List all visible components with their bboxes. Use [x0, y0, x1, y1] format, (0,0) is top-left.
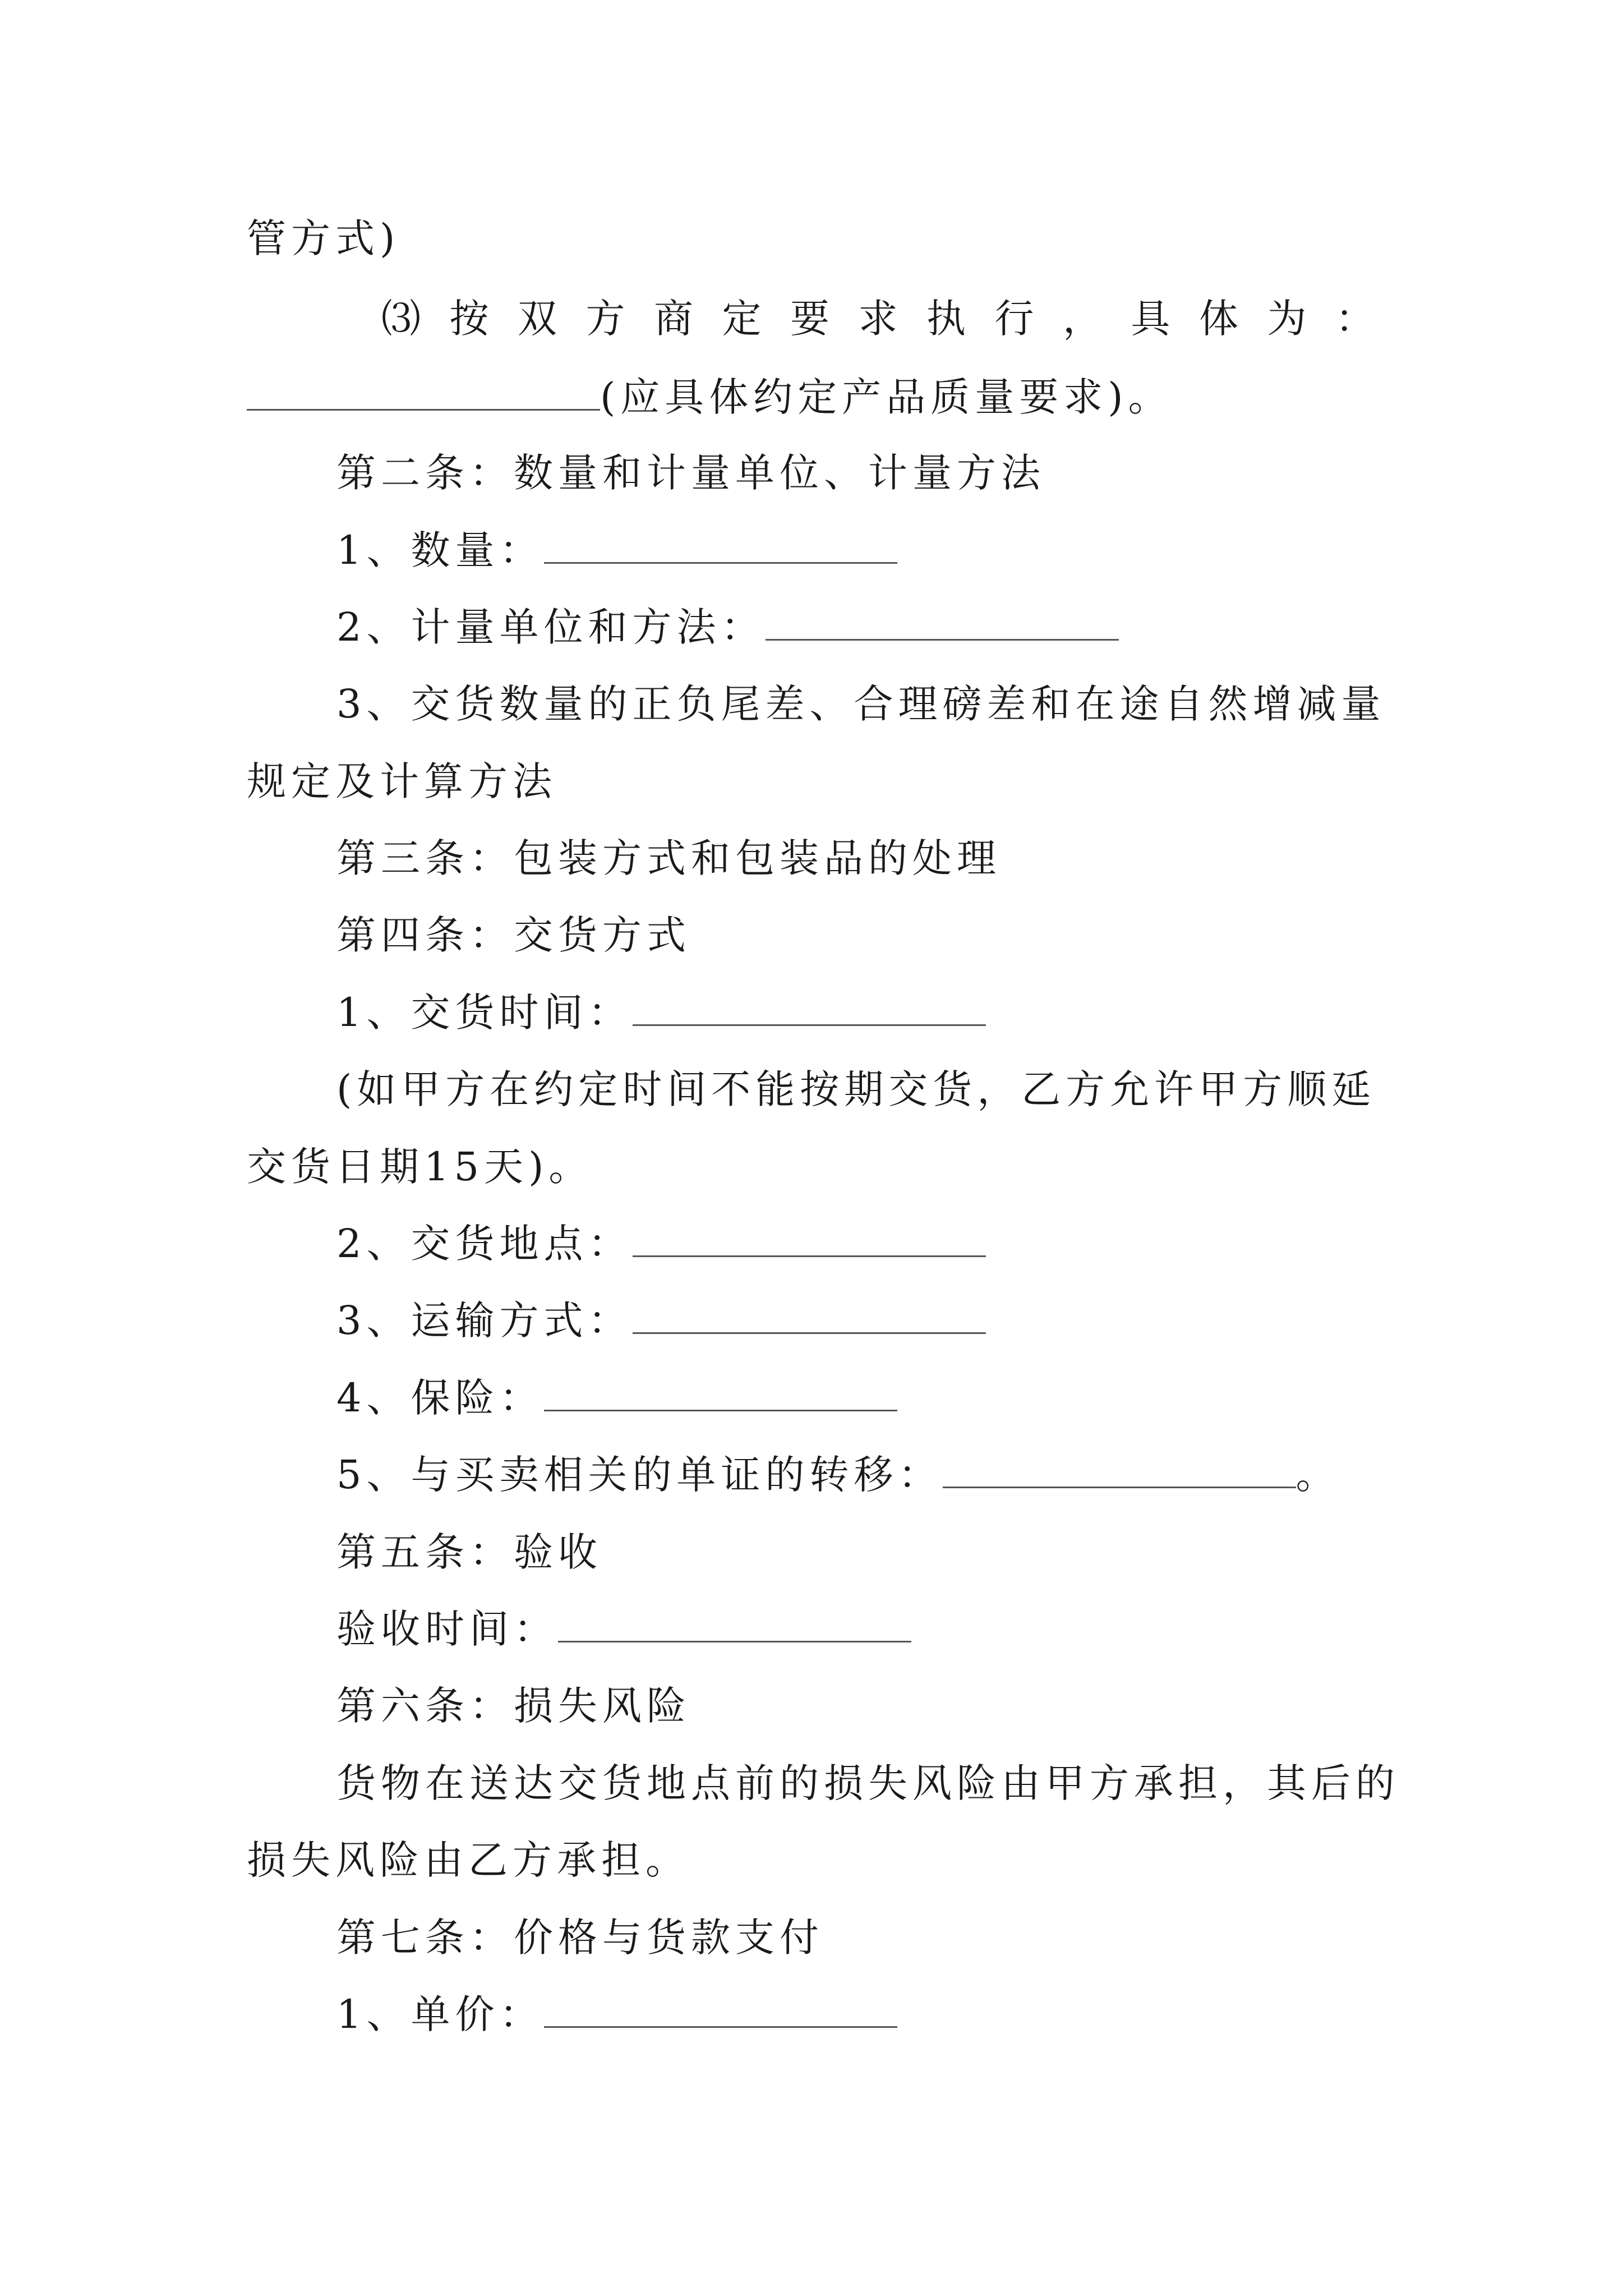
clause-char: 定	[722, 296, 767, 342]
clause-number: ⑶	[381, 296, 426, 342]
clause-char: 要	[790, 296, 834, 342]
clause-char: 双	[518, 296, 562, 342]
text-fragment: 3、运输方式：	[336, 1297, 633, 1343]
text-line	[336, 523, 897, 577]
text-fragment: 1、交货时间：	[336, 990, 633, 1036]
blank-field	[633, 1218, 986, 1257]
clause-char: 执	[926, 296, 971, 342]
text-line	[336, 1294, 986, 1347]
text-line	[336, 1987, 897, 2041]
clause-char: 为	[1267, 296, 1312, 342]
blank-field	[544, 525, 897, 564]
blank-field	[544, 1989, 897, 2028]
blank-field	[558, 1604, 911, 1642]
clause-char: 商	[654, 296, 698, 342]
blank-field	[633, 987, 986, 1026]
justified-clause-line	[381, 292, 1380, 346]
clause-char: 体	[1199, 296, 1243, 342]
section-heading: 第五条：验收	[336, 1529, 602, 1575]
section-heading: 第三条：包装方式和包装品的处理	[336, 835, 1001, 881]
clause-char: 方	[585, 296, 630, 342]
text-line	[336, 1371, 897, 1425]
text-line: 损失风险由乙方承担。	[247, 1837, 690, 1883]
text-line: (如甲方在约定时间不能按期交货，乙方允许甲方顺延	[336, 1066, 1376, 1112]
text-line	[336, 600, 1119, 654]
clause-char: 求	[858, 296, 903, 342]
text-line	[247, 370, 1173, 424]
clause-char: 具	[1131, 296, 1175, 342]
text-fragment: 4、保险：	[336, 1375, 544, 1421]
text-line: 3、交货数量的正负尾差、合理磅差和在途自然增减量	[336, 681, 1386, 727]
clause-char: ：	[1335, 296, 1380, 342]
text-fragment: 2、交货地点：	[336, 1221, 633, 1267]
section-heading: 第六条：损失风险	[336, 1683, 691, 1729]
text-fragment: 1、数量：	[336, 527, 544, 573]
text-line: 货物在送达交货地点前的损失风险由甲方承担，其后的	[336, 1760, 1400, 1806]
clause-char: ，	[1063, 296, 1107, 342]
blank-field	[633, 1295, 986, 1334]
text-fragment: 5、与买卖相关的单证的转移：	[336, 1452, 943, 1498]
blank-field	[943, 1450, 1296, 1488]
text-line	[336, 1602, 911, 1656]
text-fragment: 验收时间：	[336, 1606, 558, 1652]
section-heading: 第七条：价格与货款支付	[336, 1915, 824, 1961]
clause-char: 行	[994, 296, 1039, 342]
blank-field	[766, 602, 1119, 641]
text-line	[336, 1448, 1340, 1502]
text-line	[336, 986, 986, 1039]
blank-field	[247, 372, 600, 411]
text-fragment: 。	[1295, 1452, 1340, 1498]
section-heading: 第二条：数量和计量单位、计量方法	[336, 450, 1045, 496]
text-line: 交货日期15天)。	[247, 1144, 593, 1190]
section-heading: 第四条：交货方式	[336, 912, 691, 958]
text-line	[336, 1217, 986, 1271]
clause-char: 按	[449, 296, 494, 342]
text-fragment: 2、计量单位和方法：	[336, 604, 766, 650]
text-line: 管方式)	[247, 215, 400, 261]
text-fragment: (应具体约定产品质量要求)。	[600, 374, 1173, 420]
text-fragment: 1、单价：	[336, 1991, 544, 2037]
blank-field	[544, 1373, 897, 1411]
text-line: 规定及计算方法	[247, 758, 557, 804]
